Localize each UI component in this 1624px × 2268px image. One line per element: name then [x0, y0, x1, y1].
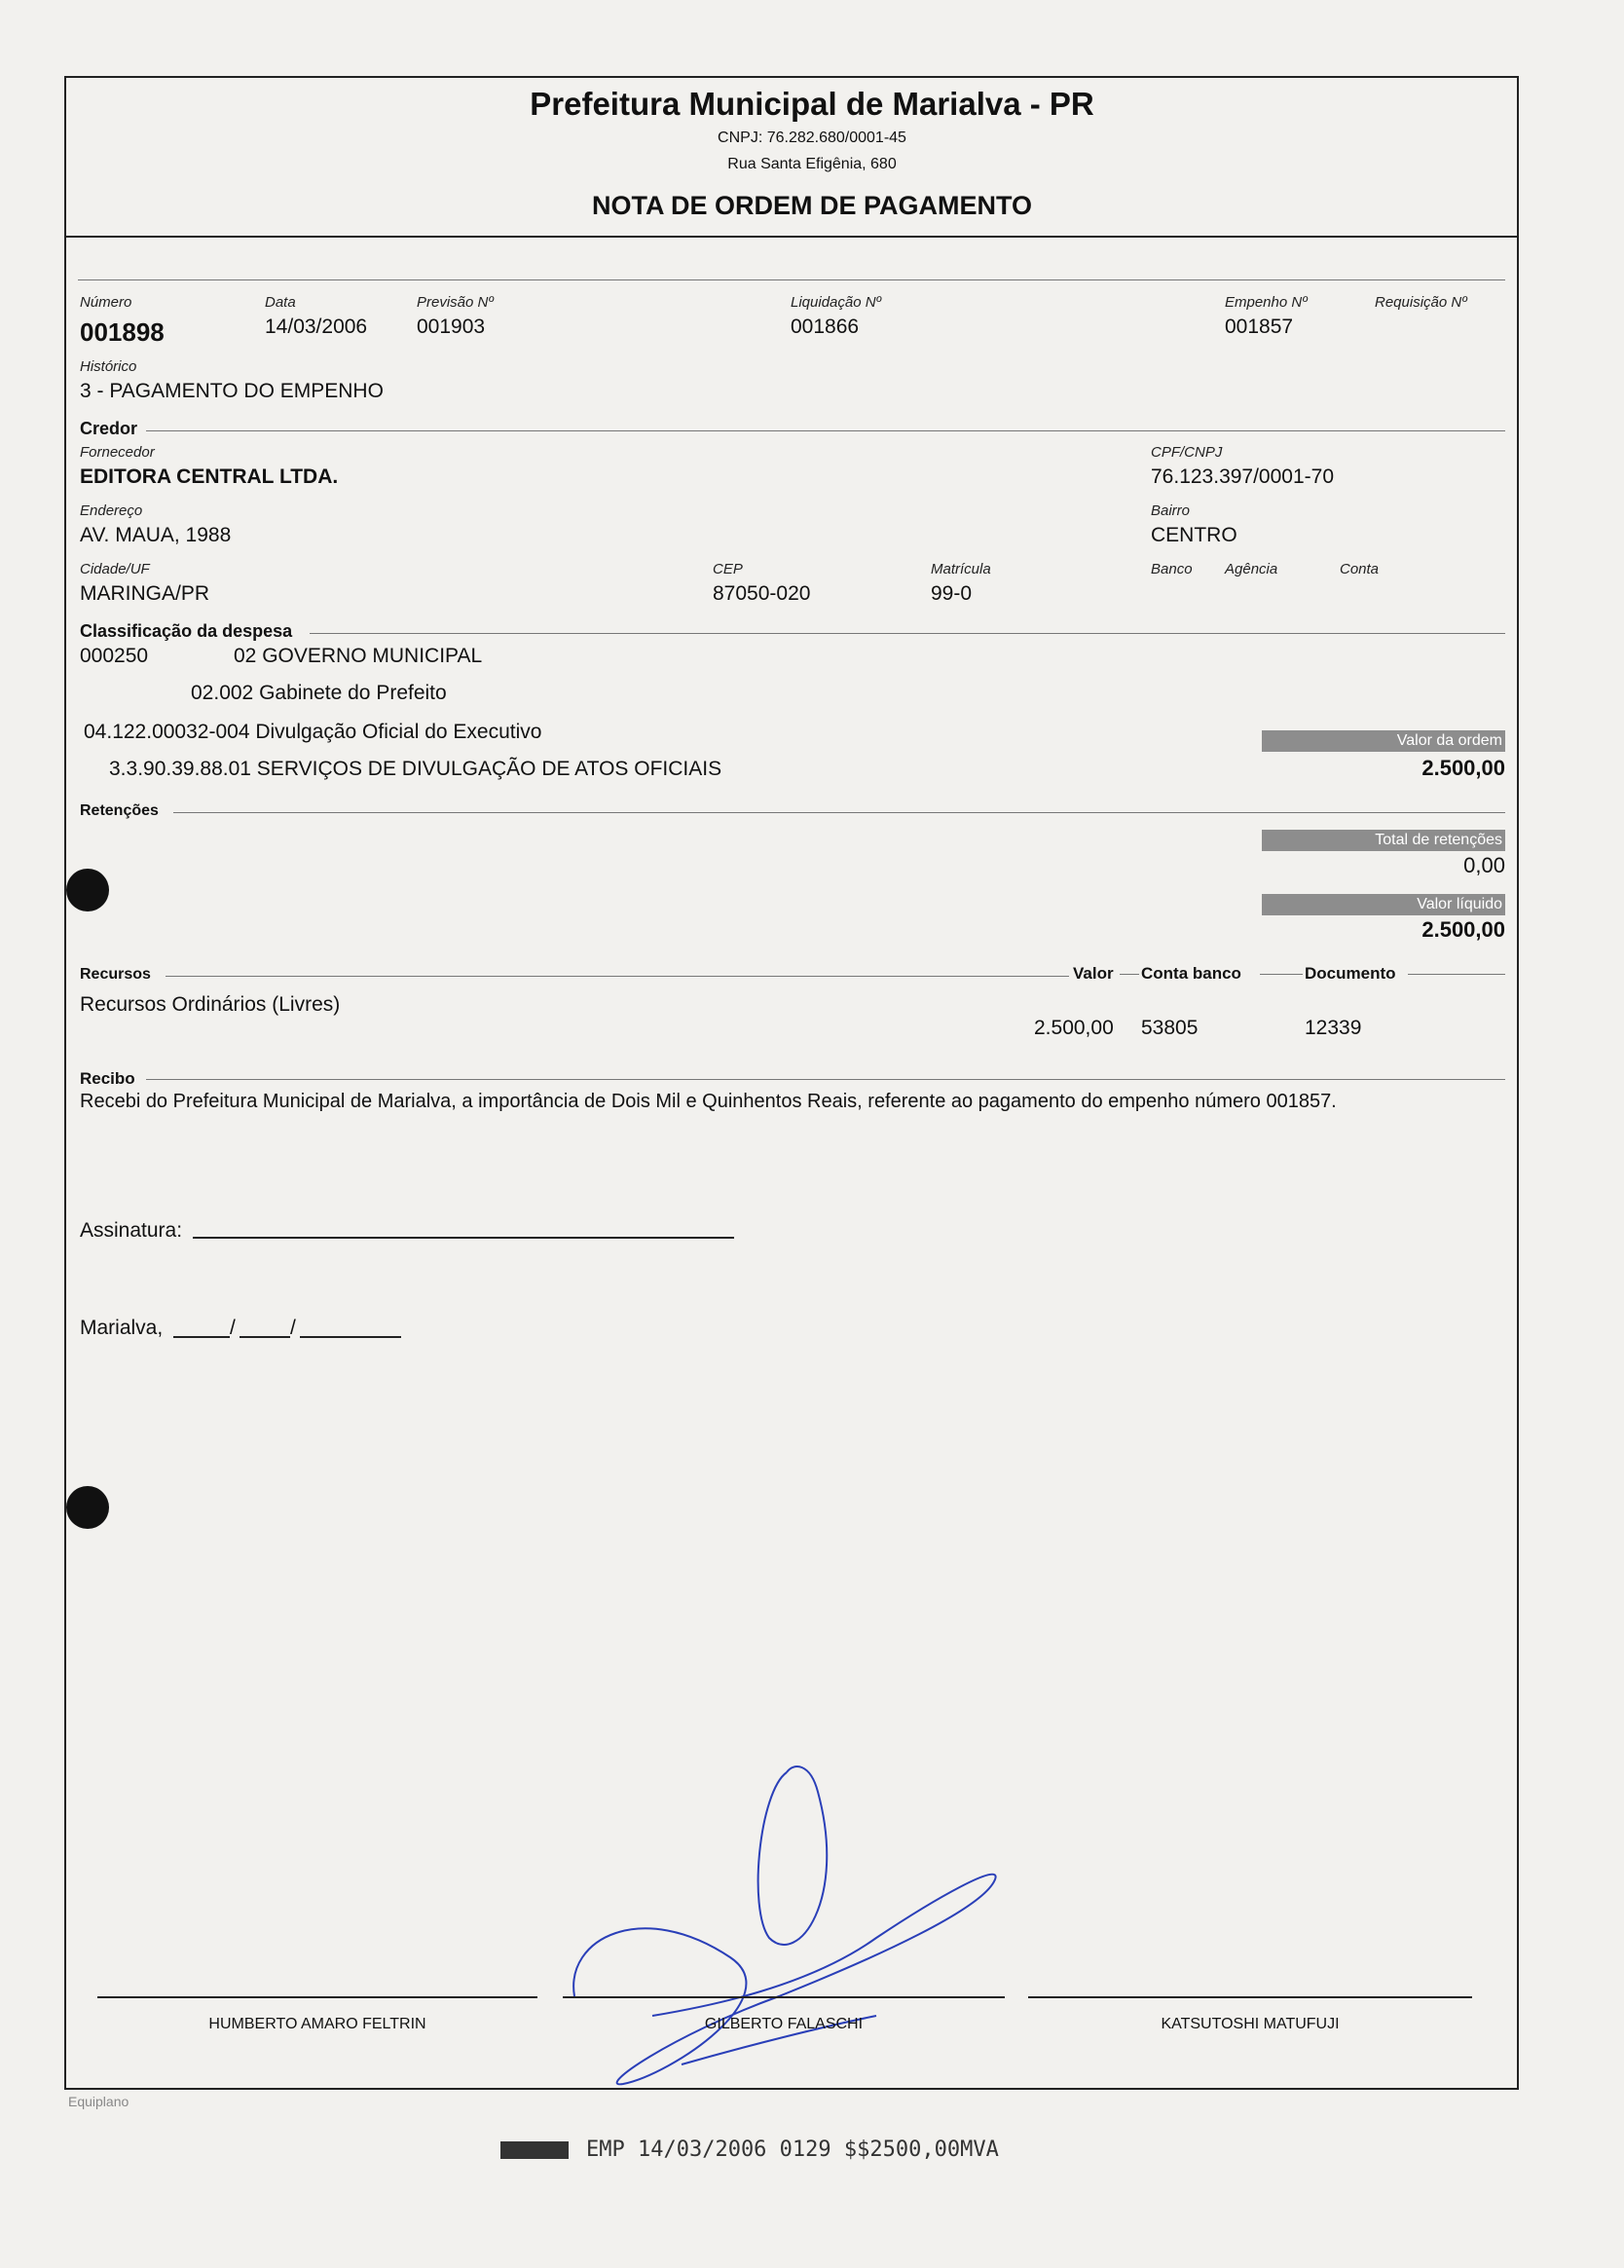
recursos-documento: 12339 [1305, 1017, 1362, 1039]
previsao-value: 001903 [417, 316, 486, 338]
stamp-mark-icon [500, 2141, 569, 2159]
endereco-label: Endereço [80, 502, 143, 519]
signatory-1: HUMBERTO AMARO FELTRIN [208, 2016, 426, 2032]
matricula-value: 99-0 [931, 582, 973, 605]
cpf-value: 76.123.397/0001-70 [1151, 465, 1335, 488]
recursos-divider-3 [1260, 974, 1303, 975]
address-text: Rua Santa Efigênia, 680 [727, 156, 897, 172]
recursos-documento-label: Documento [1305, 964, 1396, 983]
fornecedor-label: Fornecedor [80, 444, 155, 461]
recursos-divider [166, 976, 1069, 977]
recursos-divider-4 [1408, 974, 1505, 975]
stamp-text: EMP 14/03/2006 0129 $$2500,00MVA [586, 2138, 999, 2162]
assinatura-line [193, 1237, 734, 1239]
classificacao-section: Classificação da despesa [80, 621, 293, 641]
total-retencoes-value: 0,00 [1463, 853, 1505, 877]
banco-label: Banco [1151, 561, 1193, 577]
numero-label: Número [80, 294, 132, 311]
mechanical-stamp [500, 2138, 999, 2162]
punch-hole-bottom [66, 1486, 109, 1529]
header-divider [64, 236, 1519, 238]
empenho-value: 001857 [1225, 316, 1294, 338]
recibo-divider [146, 1079, 1505, 1080]
date-slash-1: / [230, 1317, 236, 1339]
recibo-text: Recebi do Prefeitura Municipal de Marialva, a importância de Dois Mil e Quinhentos Reais, referente ao pagamento do empenho número 001857. [80, 1091, 1337, 1112]
valor-ordem-value: 2.500,00 [1421, 756, 1505, 780]
recursos-divider-2 [1120, 974, 1139, 975]
cidade-value: MARINGA/PR [80, 582, 210, 605]
classificacao-line4: 3.3.90.39.88.01 SERVIÇOS DE DIVULGAÇÃO DE ATOS OFICIAIS [109, 758, 722, 780]
credor-divider [146, 430, 1505, 431]
classificacao-code: 000250 [80, 645, 149, 667]
doc-title: NOTA DE ORDEM DE PAGAMENTO [591, 191, 1032, 220]
date-slash-2: / [290, 1317, 296, 1339]
retencoes-divider [173, 812, 1505, 813]
agencia-label: Agência [1225, 561, 1278, 577]
handwritten-signature [555, 1753, 1022, 2103]
cidade-label: Cidade/UF [80, 561, 150, 577]
historico-label: Histórico [80, 358, 137, 375]
local-label: Marialva, [80, 1317, 164, 1339]
date-year-line [300, 1336, 401, 1338]
signature-line-3 [1028, 1996, 1472, 1998]
recursos-valor-label: Valor [1073, 964, 1114, 983]
bairro-value: CENTRO [1151, 524, 1237, 546]
classificacao-line2: 02.002 Gabinete do Prefeito [191, 682, 447, 704]
recursos-name: Recursos Ordinários (Livres) [80, 993, 341, 1016]
retencoes-section: Retenções [80, 802, 159, 819]
cpf-label: CPF/CNPJ [1151, 444, 1223, 461]
cep-label: CEP [713, 561, 743, 577]
page-title: Prefeitura Municipal de Marialva - PR [530, 86, 1094, 122]
liquidacao-value: 001866 [791, 316, 860, 338]
bairro-label: Bairro [1151, 502, 1191, 519]
numero-value: 001898 [80, 317, 165, 347]
recursos-section: Recursos [80, 966, 151, 983]
empenho-label: Empenho Nº [1225, 294, 1308, 311]
recursos-conta: 53805 [1141, 1017, 1199, 1039]
ids-divider [78, 279, 1505, 280]
classificacao-line3: 04.122.00032-004 Divulgação Oficial do Executivo [84, 721, 542, 743]
date-day-line [173, 1336, 230, 1338]
signatory-3: KATSUTOSHI MATUFUJI [1161, 2016, 1340, 2032]
recursos-conta-label: Conta banco [1141, 964, 1241, 983]
valor-liquido-label: Valor líquido [1262, 894, 1505, 915]
historico-value: 3 - PAGAMENTO DO EMPENHO [80, 380, 384, 402]
fornecedor-value: EDITORA CENTRAL LTDA. [80, 465, 339, 488]
data-label: Data [265, 294, 296, 311]
credor-section: Credor [80, 419, 138, 438]
classificacao-line1: 02 GOVERNO MUNICIPAL [234, 645, 483, 667]
classificacao-divider [310, 633, 1505, 634]
recibo-section: Recibo [80, 1069, 135, 1088]
signatory-2: GILBERTO FALASCHI [704, 2016, 864, 2032]
valor-ordem-label: Valor da ordem [1262, 730, 1505, 752]
punch-hole-top [66, 869, 109, 911]
date-month-line [240, 1336, 290, 1338]
cnpj-text: CNPJ: 76.282.680/0001-45 [718, 130, 906, 146]
recursos-valor: 2.500,00 [1034, 1017, 1114, 1039]
total-retencoes-label: Total de retenções [1262, 830, 1505, 851]
cep-value: 87050-020 [713, 582, 811, 605]
conta-label: Conta [1340, 561, 1380, 577]
software-label: Equiplano [68, 2094, 129, 2109]
valor-liquido-value: 2.500,00 [1421, 917, 1505, 942]
data-value: 14/03/2006 [265, 316, 368, 338]
signature-line-2 [563, 1996, 1005, 1998]
endereco-value: AV. MAUA, 1988 [80, 524, 232, 546]
requisicao-label: Requisição Nº [1375, 294, 1467, 311]
assinatura-label: Assinatura: [80, 1219, 183, 1242]
signature-line-1 [97, 1996, 537, 1998]
liquidacao-label: Liquidação Nº [791, 294, 882, 311]
previsao-label: Previsão Nº [417, 294, 494, 311]
matricula-label: Matrícula [931, 561, 991, 577]
